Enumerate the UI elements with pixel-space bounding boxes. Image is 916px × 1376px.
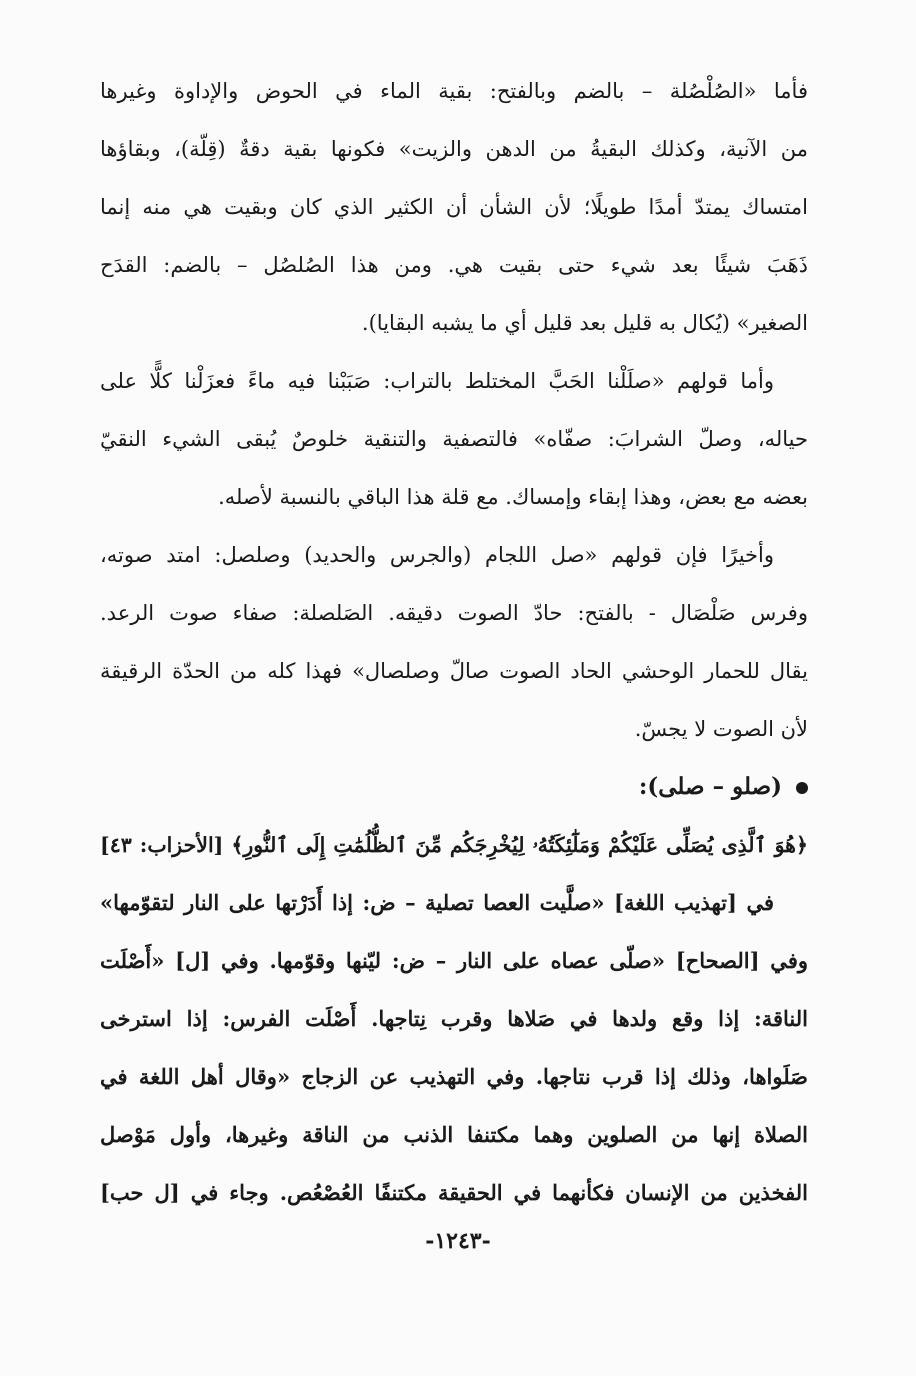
text-line: الصلاة إنها من الصلوين وهما مكتنفا الذنب من الناقة وغيرها، وأول مَوْصل xyxy=(100,1122,808,1147)
text-line: يقال للحمار الوحشي الحاد الصوت صالّ وصلصال» فهذا كله من الحدّة الرقيقة xyxy=(100,659,808,683)
text-line: وفي [الصحاح] «صلّى عصاه على النار – ض: ليّنها وقوّمها. وفي [ل] «أَصْلَت xyxy=(100,948,808,973)
text-line: بعضه مع بعض، وهذا إبقاء وإمساك. مع قلة هذا الباقي بالنسبة لأصله. xyxy=(218,485,808,509)
text-line: من الآنية، وكذلك البقيةُ من الدهن والزيت» فكونها بقية دقةٌ (قِلّة)، وبقاؤها xyxy=(100,137,808,161)
text-line: الصغير» (يُكال به قليل بعد قليل أي ما يشبه البقايا). xyxy=(361,311,808,335)
text-line: لأن الصوت لا يجسّ. xyxy=(634,717,808,741)
text-line: حياله، وصلّ الشرابَ: صفّاه» فالتصفية والتنقية خلوصٌ يُبقى الشيء النقيّ xyxy=(100,427,808,451)
text-line: الفخذين من الإنسان فكأنهما في الحقيقة مكتنفًا العُصْعُص. وجاء في [ل حب] xyxy=(100,1180,808,1205)
section-heading-text: (صلو – صلى): xyxy=(638,773,782,800)
text-line: وفرس صَلْصَال - بالفتح: حادّ الصوت دقيقه. الصَلصلة: صفاء صوت الرعد. xyxy=(100,601,808,625)
text-line: صَلَواها، وذلك إذا قرب نتاجها. وفي التهذيب عن الزجاج «وقال أهل اللغة في xyxy=(100,1064,808,1089)
section-heading xyxy=(100,758,808,816)
text-line: الناقة: إذا وقع ولدها في صَلاها وقرب نِتاجها. أَصْلَت الفرس: إذا استرخى xyxy=(100,1006,808,1031)
bullet-icon xyxy=(796,782,808,794)
text-line: امتساك يمتدّ أمدًا طويلًا؛ لأن الشأن أن الكثير الذي كان وبقيت هي منه إنما xyxy=(100,195,808,219)
text-line: في [تهذيب اللغة] «صلَّيت العصا تصلية – ض: إذا أَدَرْتها على النار لتقوّمها» xyxy=(100,890,774,915)
quran-verse: ﴿هُوَ ٱلَّذِى يُصَلِّى عَلَيْكُمْ وَمَلَٰٓئِكَتُهُۥ لِيُخْرِجَكُم مِّنَ ٱلظُّلُمَٰتِ إِلَى ٱلنُّورِ﴾ [الأحزاب: ٤٣] xyxy=(100,833,808,857)
text-line: ذَهَبَ شيئًا بعد شيء حتى بقيت هي. ومن هذا الصُلصُل – بالضم: القدَح xyxy=(100,253,808,277)
page-body xyxy=(100,62,808,1222)
text-line: فأما «الصُلْصُلة – بالضم وبالفتح: بقية الماء في الحوض والإداوة وغيرها xyxy=(100,79,808,103)
page-number: -١٢٤٣- xyxy=(425,1228,491,1254)
text-line: وأما قولهم «صلَلْنا الحَبَّ المختلط بالتراب: صَبَبْنا فيه ماءً فعزَلْنا كلًّا على xyxy=(100,369,774,393)
text-line: وأخيرًا فإن قولهم «صل اللجام (والجرس والحديد) وصلصل: امتد صوته، xyxy=(100,543,774,567)
